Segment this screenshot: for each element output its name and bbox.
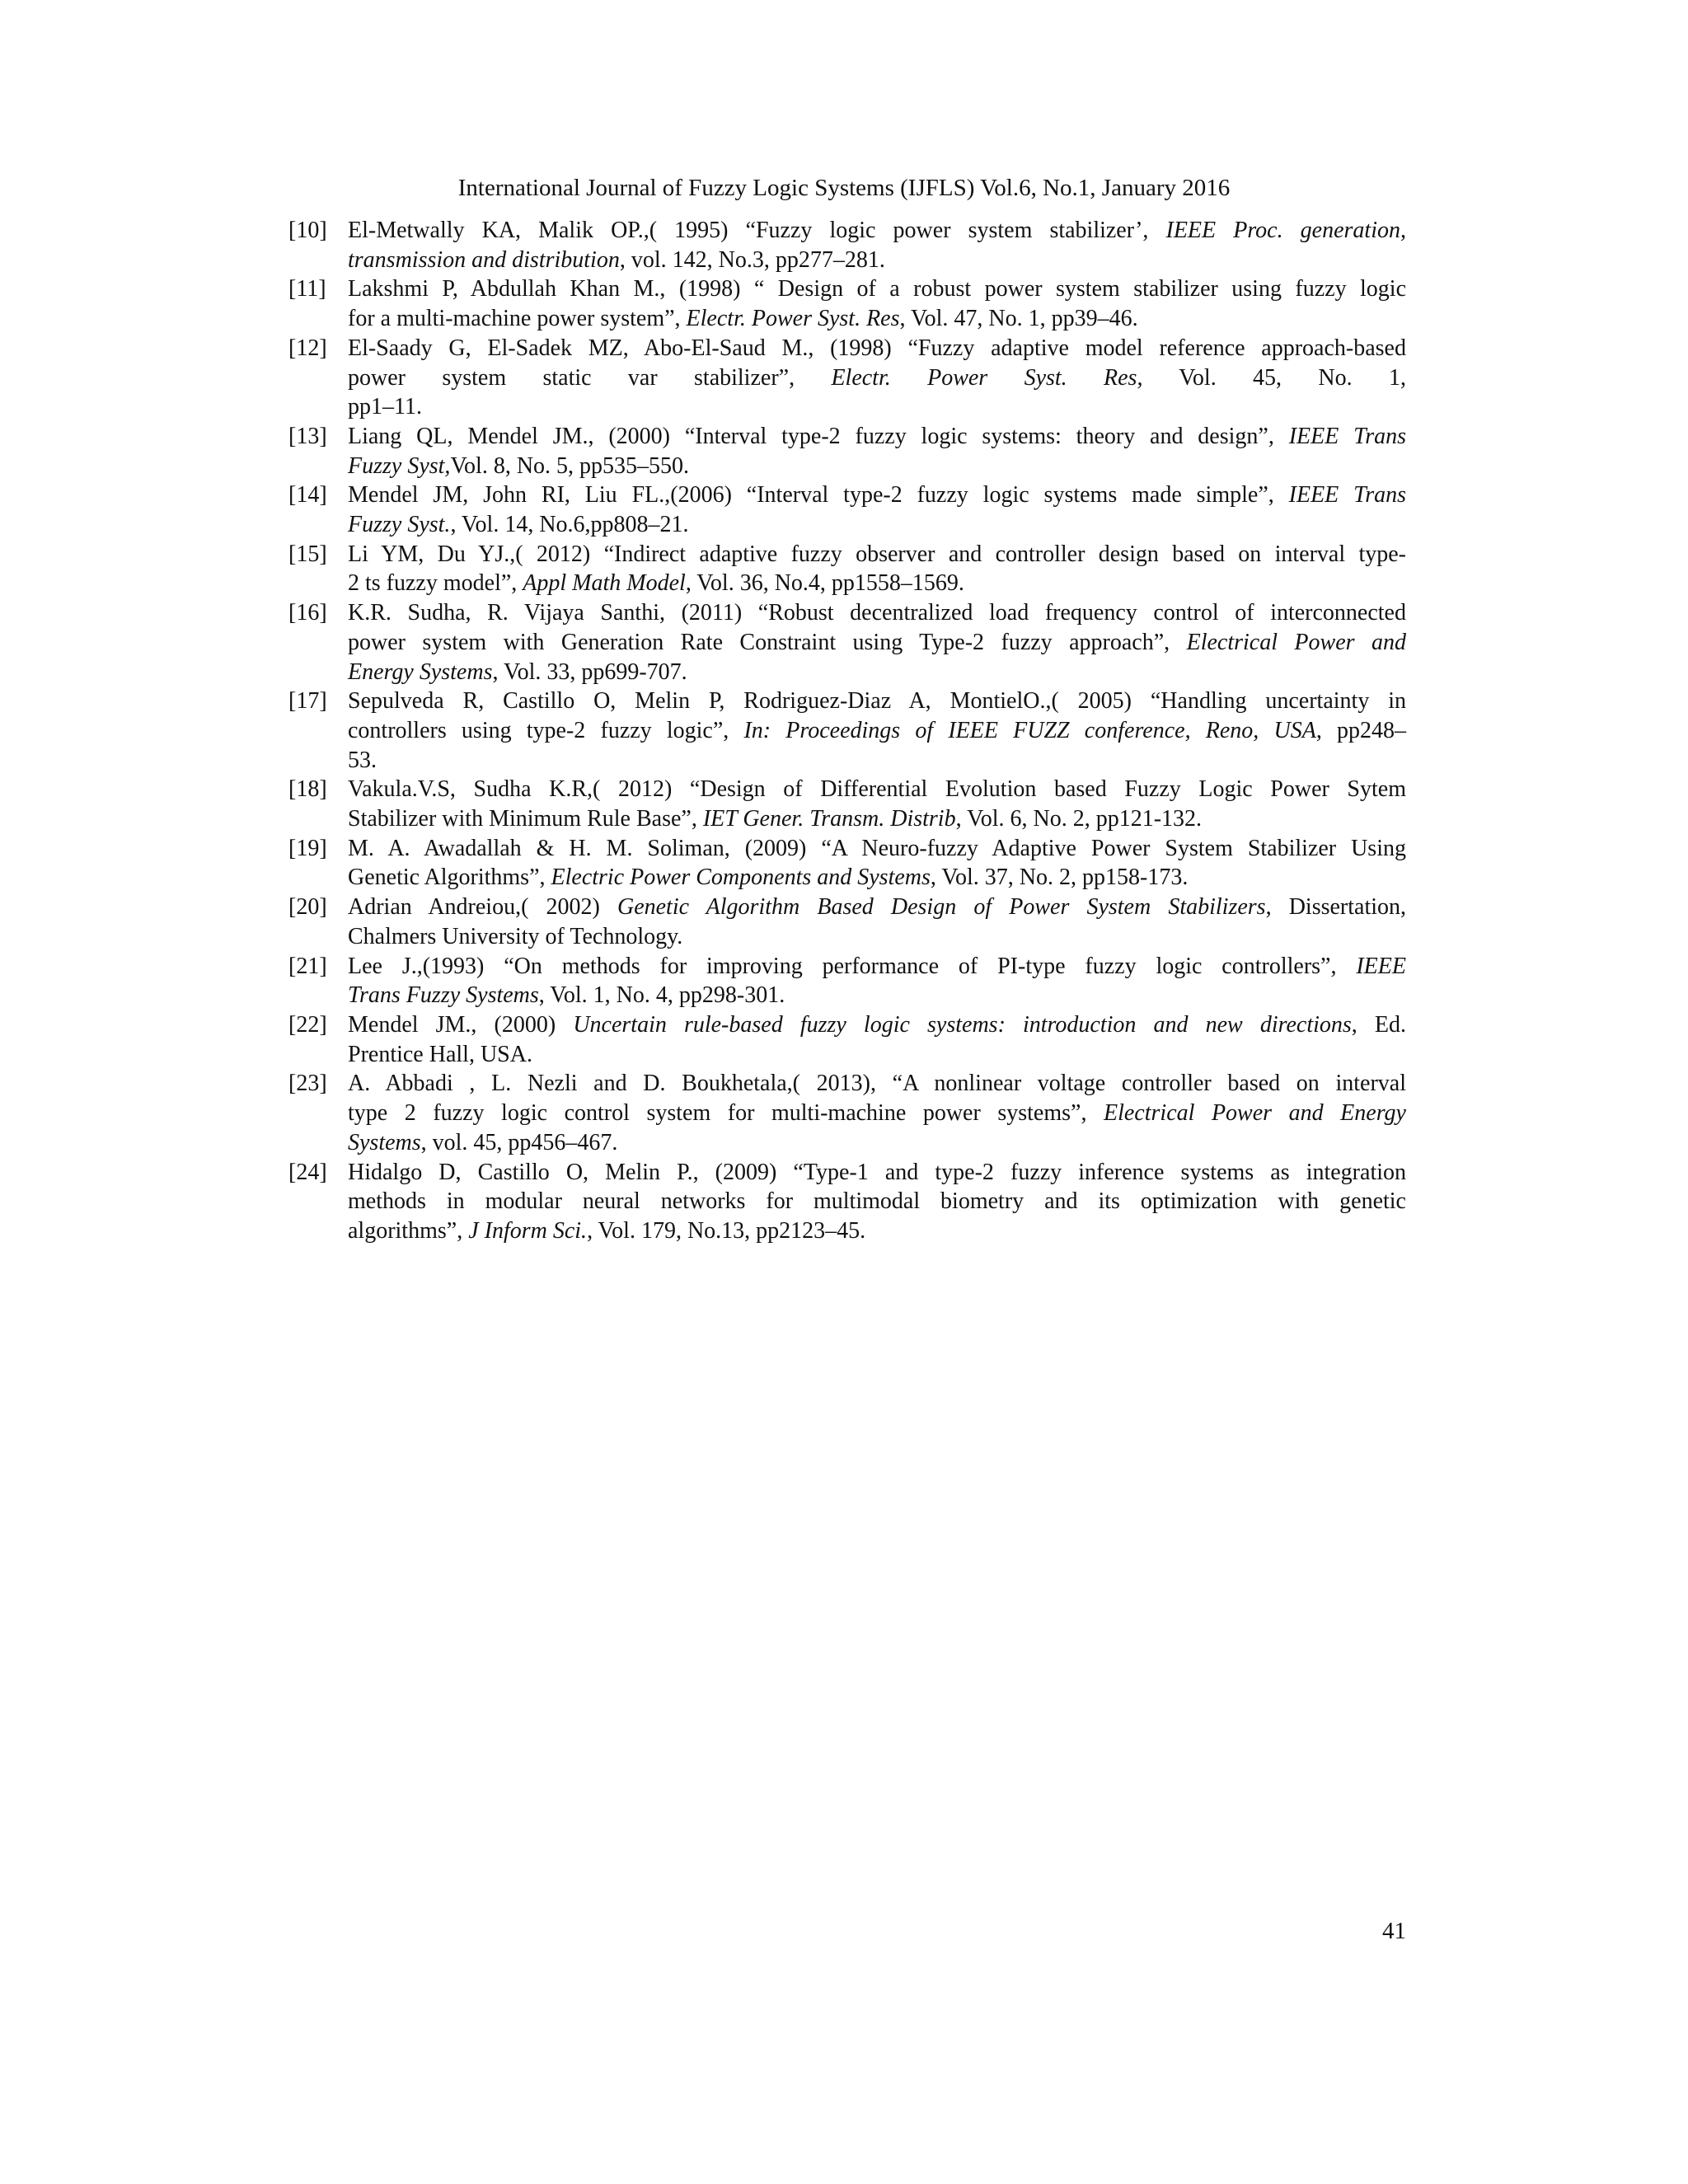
reference-line: [348, 804, 1406, 834]
italic-segment: IEEE: [1356, 953, 1406, 979]
text-segment: K.R. Sudha, R. Vijaya Santhi, (2011) “Robust decentralized load frequency control of interconnected: [348, 600, 1406, 626]
text-segment: Mendel JM., (2000): [348, 1011, 574, 1038]
text-segment: , Vol. 179, No.13, pp2123–45.: [587, 1217, 866, 1244]
text-segment: , vol. 45, pp456–467.: [420, 1129, 618, 1155]
text-segment: Liang QL, Mendel JM., (2000) “Interval type-2 fuzzy logic systems: theory and design”,: [348, 423, 1289, 449]
reference-entry: [288, 334, 1406, 422]
italic-segment: IEEE Trans: [1288, 482, 1406, 509]
italic-segment: Systems: [348, 1129, 421, 1155]
reference-entry: [288, 274, 1406, 333]
reference-number: [12]: [288, 335, 327, 361]
text-segment: power system static var stabilizer”,: [348, 364, 832, 391]
reference-line: [348, 1158, 1406, 1188]
text-segment: Vol. 45, No. 1,: [1142, 364, 1406, 391]
text-segment: Li YM, Du YJ.,( 2012) “Indirect adaptive fuzzy observer and controller design based on interval type-: [348, 541, 1406, 567]
reference-number: [10]: [288, 218, 327, 243]
text-segment: algorithms”,: [348, 1217, 469, 1244]
reference-line: [348, 363, 1406, 393]
reference-line: [348, 1216, 1406, 1246]
reference-entry: [288, 422, 1406, 480]
reference-number: [13]: [288, 423, 327, 449]
text-segment: Chalmers University of Technology.: [348, 923, 683, 949]
text-segment: , Ed.: [1351, 1011, 1406, 1038]
text-segment: pp1–11.: [348, 394, 422, 420]
reference-entry: [288, 598, 1406, 687]
text-segment: , Vol. 36, No.4, pp1558–1569.: [685, 570, 964, 597]
reference-entry: [288, 775, 1406, 833]
text-segment: Lakshmi P, Abdullah Khan M., (1998) “ Design of a robust power system stabilizer using fuzzy logic: [348, 276, 1406, 302]
reference-line: [348, 480, 1406, 510]
italic-segment: transmission and distribution: [348, 246, 620, 273]
reference-number: [24]: [288, 1159, 327, 1185]
reference-line: [348, 392, 1406, 422]
reference-line: [348, 569, 1406, 598]
text-segment: M. A. Awadallah & H. M. Soliman, (2009) “A Neuro-fuzzy Adaptive Power System Stabilizer Using: [348, 835, 1406, 861]
text-segment: , pp248–: [1315, 717, 1406, 743]
text-segment: El-Metwally KA, Malik OP.,( 1995) “Fuzzy logic power system stabilizer’,: [348, 218, 1166, 243]
italic-segment: Trans Fuzzy Systems: [348, 982, 539, 1009]
reference-line: [348, 246, 1406, 275]
italic-segment: Uncertain rule-based fuzzy logic systems: introduction and new directions: [573, 1011, 1352, 1038]
reference-line: [348, 422, 1406, 452]
italic-segment: Genetic Algorithm Based Design of Power System Stabilizers: [617, 894, 1266, 921]
italic-segment: Appl Math Model: [523, 570, 686, 597]
reference-number: [19]: [288, 835, 327, 861]
reference-line: [348, 746, 1406, 776]
reference-number: [14]: [288, 482, 327, 509]
text-segment: , Vol. 1, No. 4, pp298-301.: [538, 982, 785, 1009]
text-segment: controllers using type-2 fuzzy logic”,: [348, 717, 744, 743]
text-segment: 2 ts fuzzy model”,: [348, 570, 523, 597]
text-segment: Mendel JM, John RI, Liu FL.,(2006) “Interval type-2 fuzzy logic systems made simple”,: [348, 482, 1289, 509]
reference-line: [348, 304, 1406, 334]
reference-line: [348, 274, 1406, 304]
text-segment: Adrian Andreiou,( 2002): [348, 894, 617, 921]
text-segment: Vol. 8, No. 5, pp535–550.: [450, 452, 690, 479]
reference-line: [348, 687, 1406, 716]
text-segment: Stabilizer with Minimum Rule Base”,: [348, 806, 703, 832]
text-segment: 53.: [348, 747, 377, 773]
text-segment: Hidalgo D, Castillo O, Melin P., (2009) “Type-1 and type-2 fuzzy inference systems as integration: [348, 1159, 1406, 1185]
italic-segment: Electrical Power and Energy: [1104, 1100, 1406, 1127]
reference-entry: [288, 1010, 1406, 1069]
reference-number: [23]: [288, 1071, 327, 1097]
reference-number: [21]: [288, 953, 327, 979]
text-segment: Genetic Algorithms”,: [348, 865, 551, 891]
page-number: 41: [1382, 1918, 1406, 1944]
italic-segment: IET Gener. Transm. Distrib: [702, 806, 956, 832]
text-segment: Lee J.,(1993) “On methods for improving performance of PI-type fuzzy logic controllers”,: [348, 953, 1357, 979]
italic-segment: Electric Power Components and Systems: [551, 865, 931, 891]
reference-line: [348, 216, 1406, 246]
text-segment: , Vol. 14, No.6,pp808–21.: [450, 512, 689, 538]
text-segment: type 2 fuzzy logic control system for multi-machine power systems”,: [348, 1100, 1104, 1127]
reference-number: [15]: [288, 541, 327, 567]
italic-segment: IEEE Trans: [1288, 423, 1406, 449]
reference-line: [348, 716, 1406, 746]
italic-segment: Electrical Power and: [1186, 629, 1406, 655]
reference-entry: [288, 1069, 1406, 1157]
italic-segment: Electr. Power Syst. Res,: [831, 364, 1143, 391]
reference-line: [348, 863, 1406, 893]
reference-entry: [288, 952, 1406, 1010]
reference-number: [16]: [288, 600, 327, 626]
text-segment: , Vol. 37, No. 2, pp158-173.: [930, 865, 1189, 891]
italic-segment: Fuzzy Syst.: [348, 512, 451, 538]
reference-line: [348, 510, 1406, 540]
text-segment: , vol. 142, No.3, pp277–281.: [619, 246, 885, 273]
reference-line: [348, 1069, 1406, 1099]
reference-number: [22]: [288, 1011, 327, 1038]
italic-segment: Energy Systems: [348, 658, 493, 685]
running-header: International Journal of Fuzzy Logic Systems (IJFLS) Vol.6, No.1, January 2016: [457, 175, 1231, 201]
reference-entry: [288, 834, 1406, 893]
text-segment: power system with Generation Rate Constraint using Type-2 fuzzy approach”,: [348, 629, 1187, 655]
reference-line: [348, 540, 1406, 569]
reference-line: [348, 1187, 1406, 1216]
reference-entry: [288, 893, 1406, 951]
italic-segment: Fuzzy Syst,: [348, 452, 451, 479]
text-segment: El-Saady G, El-Sadek MZ, Abo-El-Saud M., (1998) “Fuzzy adaptive model reference approach-based: [348, 335, 1406, 361]
reference-line: [348, 1099, 1406, 1128]
text-segment: methods in modular neural networks for multimodal biometry and its optimization with genetic: [348, 1188, 1406, 1215]
reference-line: [348, 952, 1406, 982]
italic-segment: J Inform Sci.: [468, 1217, 588, 1244]
reference-number: [17]: [288, 688, 327, 715]
text-segment: Vakula.V.S, Sudha K.R,( 2012) “Design of Differential Evolution based Fuzzy Logic Power Sytem: [348, 776, 1406, 803]
reference-line: [348, 775, 1406, 804]
reference-line: [348, 1040, 1406, 1070]
reference-line: [348, 598, 1406, 628]
reference-entry: [288, 1158, 1406, 1246]
reference-line: [348, 658, 1406, 687]
italic-segment: Electr. Power Syst. Res: [686, 306, 900, 332]
text-segment: , Vol. 47, No. 1, pp39–46.: [899, 306, 1138, 332]
reference-line: [348, 1010, 1406, 1040]
reference-number: [18]: [288, 776, 327, 803]
text-segment: A. Abbadi , L. Nezli and D. Boukhetala,( 2013), “A nonlinear voltage controller based on interval: [348, 1071, 1406, 1097]
text-segment: Prentice Hall, USA.: [348, 1041, 532, 1067]
reference-line: [348, 334, 1406, 363]
text-segment: , Vol. 6, No. 2, pp121-132.: [955, 806, 1203, 832]
italic-segment: In: Proceedings of IEEE FUZZ conference, Reno, USA: [743, 717, 1316, 743]
italic-segment: IEEE Proc. generation,: [1165, 218, 1406, 243]
reference-list: [288, 216, 1406, 1246]
text-segment: Sepulveda R, Castillo O, Melin P, Rodriguez-Diaz A, MontielO.,( 2005) “Handling uncertainty in: [348, 688, 1406, 715]
reference-entry: [288, 216, 1406, 274]
reference-entry: [288, 540, 1406, 598]
reference-line: [348, 452, 1406, 481]
reference-line: [348, 981, 1406, 1010]
text-segment: , Vol. 33, pp699-707.: [492, 658, 687, 685]
reference-entry: [288, 687, 1406, 775]
text-segment: , Dissertation,: [1265, 894, 1407, 921]
reference-number: [11]: [288, 276, 326, 302]
reference-number: [20]: [288, 894, 327, 921]
reference-line: [348, 922, 1406, 952]
reference-entry: [288, 480, 1406, 539]
text-segment: for a multi-machine power system”,: [348, 306, 687, 332]
reference-line: [348, 628, 1406, 658]
reference-line: [348, 893, 1406, 922]
reference-line: [348, 834, 1406, 864]
reference-line: [348, 1128, 1406, 1158]
